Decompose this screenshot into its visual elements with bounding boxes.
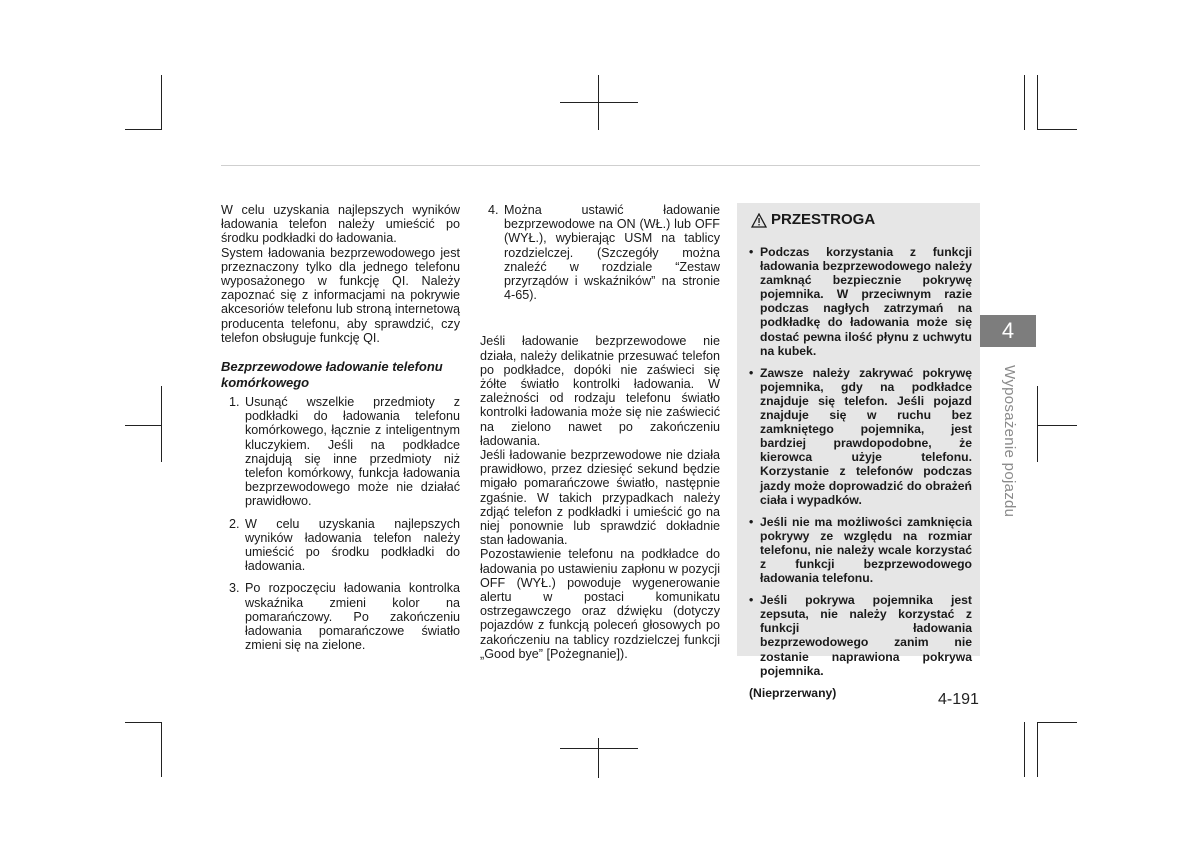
caution-title: PRZESTROGA (771, 211, 876, 228)
text-column-middle (480, 203, 720, 661)
crop-mark (161, 75, 162, 130)
caution-text: Jeśli nie ma możliwości zamknięcia pokrywy ze względu na rozmiar telefonu, nie należy wcale korzystać z funkcji bezprzewodowego ładowania telefonu. (760, 514, 972, 586)
crop-mark (1037, 722, 1077, 723)
intro-paragraph: W celu uzyskania najlepszych wyników ładowania telefon należy umieścić po środku podkładki do ładowania. (221, 203, 460, 246)
step-item (480, 203, 720, 302)
step-text: Można ustawić ładowanie bezprzewodowe na ON (WŁ.) lub OFF (WYŁ.), wybierając USM na tablicy rozdzielczej. (Szczegóły można znaleźć w rozdziale “Zestaw przyrządów i wskaźników” na stronie 4-65). (504, 203, 720, 303)
page-number: 4-191 (938, 691, 979, 708)
steps-list (480, 203, 720, 302)
step-item (221, 581, 460, 652)
caution-text: Zawsze należy zakrywać pokrywę pojemnika, gdy na podkładce znajduje się telefon. Jeśli pojazd znajduje się w ruchu bez zamkniętego pojemnika, jest bardziej prawdopodobne, że kierowca użyje telefonu. Korzystanie z telefonów podczas jazdy może doprowadzić do obrażeń ciała i wypadków. (760, 365, 972, 507)
chapter-tab: 4 (980, 315, 1036, 347)
caution-item (749, 245, 972, 358)
crop-mark (125, 722, 162, 723)
chapter-title-vertical: Wyposażenie pojazdu (1001, 365, 1018, 518)
crop-mark (161, 722, 162, 777)
crop-mark (125, 425, 162, 426)
crop-mark (1037, 129, 1077, 130)
crop-mark (1037, 75, 1038, 130)
crop-mark (161, 386, 162, 462)
caution-list (737, 245, 980, 678)
crop-mark (560, 748, 638, 749)
bullet-icon: • (749, 593, 754, 608)
bullet-icon: • (749, 514, 754, 529)
crop-mark (1037, 425, 1077, 426)
crop-mark (1037, 386, 1038, 462)
caution-heading (751, 211, 980, 229)
warning-triangle-icon (751, 213, 767, 228)
body-paragraph: Jeśli ładowanie bezprzewodowe nie działa, należy delikatnie przesuwać telefon po podkładce, dopóki nie zaświeci się żółte światło kontrolki ładowania. W zależności od rodzaju telefonu światło kontrolki ładowania może się nie zaświecić na zielono nawet po zakończeniu ładowania. (480, 334, 720, 448)
crop-mark (1037, 722, 1038, 777)
bullet-icon: • (749, 245, 754, 259)
crop-mark (560, 102, 638, 103)
header-rule (221, 165, 980, 166)
body-paragraph: Jeśli ładowanie bezprzewodowe nie działa prawidłowo, przez dziesięć sekund będzie migało pomarańczowe światło, następnie zgaśnie. W takich przypadkach należy zdjąć telefon z podkładki i umieścić go na niej ponownie lub sprawdzić dokładnie stan ładowania. (480, 448, 720, 548)
caution-text: Podczas korzystania z funkcji ładowania bezprzewodowego należy zamknąć bezpiecznie pokrywę pojemnika. W przeciwnym razie podczas nagłych zatrzymań na podkładkę do ładowania może się dostać pewna ilość płynu z uchwytu na kubek. (760, 245, 972, 358)
crop-mark (1024, 75, 1025, 130)
caution-item (749, 593, 972, 678)
body-paragraph: Pozostawienie telefonu na podkładce do ładowania po ustawieniu zapłonu w pozycji OFF (WYŁ.) powoduje wygenerowanie alertu w postaci komunikatu ostrzegawczego oraz dźwięku (dotyczy pojazdów z funkcją poleceń głosowych po zakończeniu na tablicy rozdzielczej funkcji „Good bye” [Pożegnanie]). (480, 547, 720, 661)
step-number: 4. (488, 203, 499, 217)
text-column-left (221, 203, 460, 660)
step-item (221, 517, 460, 574)
spacer (480, 310, 720, 334)
intro-paragraph: System ładowania bezprzewodowego jest przeznaczony tylko dla jednego telefonu wyposażonego w funkcję QI. Należy zapoznać się z informacjami na pokrywie akcesoriów telefonu lub stroną internetową producenta telefonu, aby sprawdzić, czy telefon obsługuje funkcję QI. (221, 245, 460, 345)
crop-mark (598, 738, 599, 778)
step-number: 3. (229, 581, 240, 596)
section-subheading: Bezprzewodowe ładowanie telefonu komórkowego (221, 359, 443, 391)
step-text: W celu uzyskania najlepszych wyników ładowania telefon należy umieścić po środku podkładki do ładowania. (245, 516, 460, 574)
step-text: Po rozpoczęciu ładowania kontrolka wskaźnika zmieni kolor na pomarańczowy. Po zakończeniu ładowania pomarańczowe światło zmieni się na zielone. (245, 581, 460, 653)
step-number: 1. (229, 395, 240, 410)
caution-item (749, 366, 972, 507)
step-text: Usunąć wszelkie przedmioty z podkładki do ładowania telefonu komórkowego, łącznie z inteligentnym kluczykiem. Jeśli na podkładce znajdują się inne przedmioty niż telefon komórkowy, funkcja ładowania bezprzewodowego może nie działać prawidłowo. (245, 395, 460, 509)
caution-item (749, 515, 972, 585)
caution-text: Jeśli pokrywa pojemnika jest zepsuta, nie należy korzystać z funkcji ładowania bezprzewodowego zanim nie zostanie naprawiona pokrywa pojemnika. (760, 593, 972, 678)
step-number: 2. (229, 516, 240, 531)
crop-mark (125, 129, 162, 130)
steps-list (221, 395, 460, 652)
step-item (221, 395, 460, 509)
continued-note: (Nieprzerwany) (749, 685, 837, 700)
bullet-icon: • (749, 365, 754, 380)
crop-mark (1024, 722, 1025, 777)
